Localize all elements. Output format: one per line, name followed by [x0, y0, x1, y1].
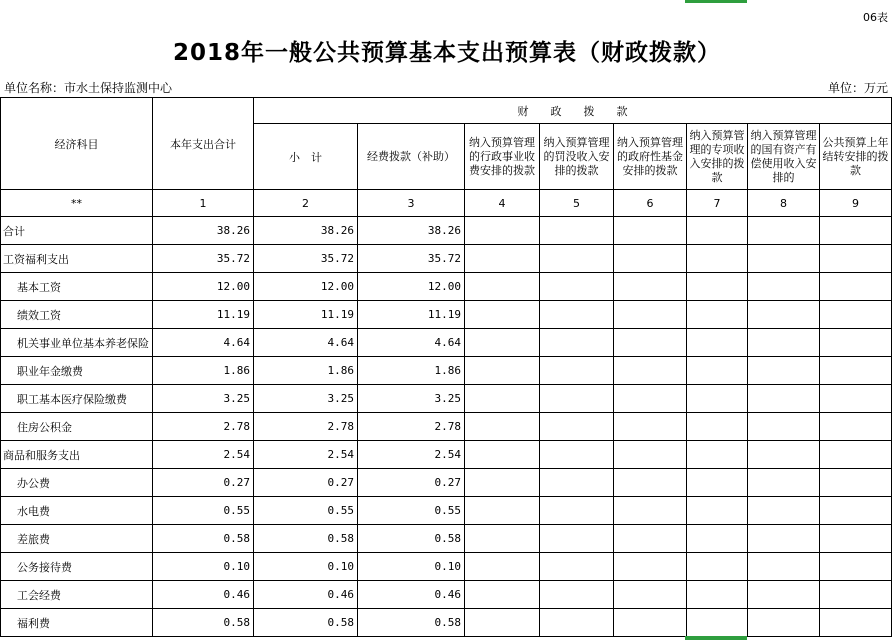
row-total-cell[interactable]: 11.19 [153, 301, 254, 329]
table-row [1, 553, 892, 581]
index-cell[interactable]: 6 [614, 190, 687, 217]
row-funding-cell[interactable]: 12.00 [358, 273, 465, 301]
row-subject-cell[interactable]: 福利费 [1, 609, 153, 637]
row-subject-cell[interactable]: 水电费 [1, 497, 153, 525]
row-empty-cell[interactable] [748, 441, 820, 469]
row-empty-cell[interactable] [614, 273, 687, 301]
header-col-8[interactable]: 纳入预算管理的国有资产有偿使用收入安排的 [748, 124, 820, 190]
header-subtotal[interactable]: 小 计 [254, 124, 358, 190]
row-empty-cell[interactable] [748, 497, 820, 525]
row-empty-cell[interactable] [540, 217, 614, 245]
row-empty-cell[interactable] [614, 245, 687, 273]
row-funding-cell[interactable]: 38.26 [358, 217, 465, 245]
row-empty-cell[interactable] [748, 581, 820, 609]
row-subtotal-cell[interactable]: 35.72 [254, 245, 358, 273]
row-subtotal-cell[interactable]: 1.86 [254, 357, 358, 385]
row-empty-cell[interactable] [540, 581, 614, 609]
row-subject-cell[interactable]: 机关事业单位基本养老保险 [1, 329, 153, 357]
row-empty-cell[interactable] [820, 357, 892, 385]
row-subtotal-cell[interactable]: 3.25 [254, 385, 358, 413]
table-row [1, 385, 892, 413]
row-empty-cell[interactable] [687, 245, 748, 273]
row-subject-cell[interactable]: 工会经费 [1, 581, 153, 609]
row-empty-cell[interactable] [465, 497, 540, 525]
row-empty-cell[interactable] [465, 553, 540, 581]
row-subtotal-cell[interactable]: 12.00 [254, 273, 358, 301]
row-empty-cell[interactable] [820, 609, 892, 637]
row-subject-cell[interactable]: 合计 [1, 217, 153, 245]
row-empty-cell[interactable] [820, 413, 892, 441]
header-funding[interactable]: 经费拨款（补助） [358, 124, 465, 190]
row-subtotal-cell[interactable]: 0.27 [254, 469, 358, 497]
index-cell[interactable]: 7 [687, 190, 748, 217]
index-row [1, 190, 892, 217]
table-row [1, 245, 892, 273]
budget-table [0, 97, 892, 637]
row-empty-cell[interactable] [540, 553, 614, 581]
row-empty-cell[interactable] [687, 301, 748, 329]
row-subtotal-cell[interactable]: 2.78 [254, 413, 358, 441]
row-empty-cell[interactable] [614, 413, 687, 441]
header-fiscal-group[interactable]: 财 政 拨 款 [254, 98, 892, 124]
row-empty-cell[interactable] [687, 525, 748, 553]
row-funding-cell[interactable]: 11.19 [358, 301, 465, 329]
row-empty-cell[interactable] [687, 273, 748, 301]
row-empty-cell[interactable] [614, 217, 687, 245]
row-empty-cell[interactable] [540, 273, 614, 301]
row-empty-cell[interactable] [687, 609, 748, 637]
row-funding-cell[interactable]: 0.58 [358, 525, 465, 553]
form-number: 06表 [863, 11, 888, 24]
row-total-cell[interactable]: 0.46 [153, 581, 254, 609]
row-empty-cell[interactable] [614, 525, 687, 553]
row-empty-cell[interactable] [748, 357, 820, 385]
currency-unit: 单位：万元 [827, 81, 888, 95]
row-empty-cell[interactable] [820, 385, 892, 413]
header-subject[interactable]: 经济科目 [1, 98, 153, 190]
header-col-9[interactable]: 公共预算上年结转安排的拨款 [820, 124, 892, 190]
row-empty-cell[interactable] [540, 245, 614, 273]
row-empty-cell[interactable] [820, 525, 892, 553]
row-empty-cell[interactable] [465, 245, 540, 273]
row-empty-cell[interactable] [687, 441, 748, 469]
row-empty-cell[interactable] [748, 469, 820, 497]
index-cell[interactable]: ** [1, 190, 153, 217]
row-subtotal-cell[interactable]: 0.46 [254, 581, 358, 609]
row-empty-cell[interactable] [614, 385, 687, 413]
row-empty-cell[interactable] [465, 413, 540, 441]
table-row [1, 273, 892, 301]
row-empty-cell[interactable] [540, 609, 614, 637]
row-empty-cell[interactable] [465, 469, 540, 497]
row-subtotal-cell[interactable]: 0.58 [254, 609, 358, 637]
row-empty-cell[interactable] [614, 581, 687, 609]
row-total-cell[interactable]: 35.72 [153, 245, 254, 273]
row-empty-cell[interactable] [540, 497, 614, 525]
row-empty-cell[interactable] [540, 469, 614, 497]
row-total-cell[interactable]: 2.54 [153, 441, 254, 469]
row-total-cell[interactable]: 0.55 [153, 497, 254, 525]
row-funding-cell[interactable]: 2.78 [358, 413, 465, 441]
row-funding-cell[interactable]: 1.86 [358, 357, 465, 385]
row-total-cell[interactable]: 2.78 [153, 413, 254, 441]
row-empty-cell[interactable] [614, 357, 687, 385]
row-empty-cell[interactable] [748, 553, 820, 581]
row-empty-cell[interactable] [820, 273, 892, 301]
index-cell[interactable]: 8 [748, 190, 820, 217]
selected-cell-marker-top [685, 0, 747, 3]
table-row [1, 469, 892, 497]
header-col-4[interactable]: 纳入预算管理的行政事业收费安排的拨款 [465, 124, 540, 190]
index-cell[interactable]: 1 [153, 190, 254, 217]
index-cell[interactable]: 2 [254, 190, 358, 217]
row-empty-cell[interactable] [820, 553, 892, 581]
row-empty-cell[interactable] [687, 217, 748, 245]
row-subject-cell[interactable]: 差旅费 [1, 525, 153, 553]
row-funding-cell[interactable]: 3.25 [358, 385, 465, 413]
row-empty-cell[interactable] [465, 301, 540, 329]
row-funding-cell[interactable]: 0.55 [358, 497, 465, 525]
table-row [1, 329, 892, 357]
row-empty-cell[interactable] [540, 329, 614, 357]
row-empty-cell[interactable] [820, 217, 892, 245]
row-empty-cell[interactable] [748, 245, 820, 273]
row-empty-cell[interactable] [748, 301, 820, 329]
row-funding-cell[interactable]: 0.46 [358, 581, 465, 609]
row-empty-cell[interactable] [687, 385, 748, 413]
row-total-cell[interactable]: 0.58 [153, 609, 254, 637]
row-empty-cell[interactable] [820, 245, 892, 273]
row-empty-cell[interactable] [820, 469, 892, 497]
row-empty-cell[interactable] [465, 329, 540, 357]
row-empty-cell[interactable] [614, 469, 687, 497]
row-empty-cell[interactable] [614, 609, 687, 637]
row-subject-cell[interactable]: 住房公积金 [1, 413, 153, 441]
header-total[interactable]: 本年支出合计 [153, 98, 254, 190]
row-total-cell[interactable]: 0.58 [153, 525, 254, 553]
row-subject-cell[interactable]: 工资福利支出 [1, 245, 153, 273]
row-empty-cell[interactable] [820, 441, 892, 469]
row-funding-cell[interactable]: 35.72 [358, 245, 465, 273]
row-subtotal-cell[interactable]: 0.58 [254, 525, 358, 553]
row-empty-cell[interactable] [748, 413, 820, 441]
row-subject-cell[interactable]: 职业年金缴费 [1, 357, 153, 385]
row-empty-cell[interactable] [748, 329, 820, 357]
row-total-cell[interactable]: 0.10 [153, 553, 254, 581]
table-row [1, 357, 892, 385]
index-cell[interactable]: 5 [540, 190, 614, 217]
row-empty-cell[interactable] [687, 553, 748, 581]
row-funding-cell[interactable]: 4.64 [358, 329, 465, 357]
row-empty-cell[interactable] [465, 609, 540, 637]
row-empty-cell[interactable] [614, 301, 687, 329]
table-row [1, 525, 892, 553]
row-empty-cell[interactable] [465, 581, 540, 609]
header-col-6[interactable]: 纳入预算管理的政府性基金安排的拨款 [614, 124, 687, 190]
row-total-cell[interactable]: 0.27 [153, 469, 254, 497]
row-empty-cell[interactable] [748, 609, 820, 637]
row-empty-cell[interactable] [820, 301, 892, 329]
table-row [1, 609, 892, 637]
row-empty-cell[interactable] [687, 581, 748, 609]
index-cell[interactable]: 9 [820, 190, 892, 217]
row-empty-cell[interactable] [614, 553, 687, 581]
row-empty-cell[interactable] [540, 441, 614, 469]
row-subject-cell[interactable]: 商品和服务支出 [1, 441, 153, 469]
row-empty-cell[interactable] [687, 469, 748, 497]
index-cell[interactable]: 4 [465, 190, 540, 217]
row-empty-cell[interactable] [465, 357, 540, 385]
row-empty-cell[interactable] [465, 385, 540, 413]
row-empty-cell[interactable] [820, 329, 892, 357]
row-total-cell[interactable]: 1.86 [153, 357, 254, 385]
row-subject-cell[interactable]: 公务接待费 [1, 553, 153, 581]
selected-cell-marker-bottom [685, 636, 747, 640]
row-empty-cell[interactable] [540, 413, 614, 441]
row-subtotal-cell[interactable]: 11.19 [254, 301, 358, 329]
row-subject-cell[interactable]: 职工基本医疗保险缴费 [1, 385, 153, 413]
row-empty-cell[interactable] [820, 581, 892, 609]
row-subtotal-cell[interactable]: 4.64 [254, 329, 358, 357]
row-empty-cell[interactable] [687, 329, 748, 357]
row-empty-cell[interactable] [614, 441, 687, 469]
row-empty-cell[interactable] [465, 441, 540, 469]
row-empty-cell[interactable] [465, 525, 540, 553]
header-col-7[interactable]: 纳入预算管理的专项收入安排的拨款 [687, 124, 748, 190]
row-empty-cell[interactable] [748, 217, 820, 245]
unit-name: 单位名称：市水土保持监测中心 [4, 81, 173, 95]
row-funding-cell[interactable]: 0.10 [358, 553, 465, 581]
table-row [1, 413, 892, 441]
row-subtotal-cell[interactable]: 2.54 [254, 441, 358, 469]
row-subject-cell[interactable]: 绩效工资 [1, 301, 153, 329]
row-funding-cell[interactable]: 2.54 [358, 441, 465, 469]
header-col-5[interactable]: 纳入预算管理的罚没收入安排的拨款 [540, 124, 614, 190]
row-total-cell[interactable]: 4.64 [153, 329, 254, 357]
table-row [1, 301, 892, 329]
row-total-cell[interactable]: 12.00 [153, 273, 254, 301]
row-empty-cell[interactable] [540, 385, 614, 413]
row-empty-cell[interactable] [820, 497, 892, 525]
row-subject-cell[interactable]: 基本工资 [1, 273, 153, 301]
row-funding-cell[interactable]: 0.27 [358, 469, 465, 497]
row-empty-cell[interactable] [614, 329, 687, 357]
row-empty-cell[interactable] [465, 217, 540, 245]
row-total-cell[interactable]: 38.26 [153, 217, 254, 245]
row-empty-cell[interactable] [748, 273, 820, 301]
index-cell[interactable]: 3 [358, 190, 465, 217]
row-empty-cell[interactable] [540, 301, 614, 329]
row-funding-cell[interactable]: 0.58 [358, 609, 465, 637]
table-row [1, 581, 892, 609]
row-empty-cell[interactable] [687, 413, 748, 441]
table-row [1, 441, 892, 469]
row-total-cell[interactable]: 3.25 [153, 385, 254, 413]
row-empty-cell[interactable] [687, 357, 748, 385]
row-empty-cell[interactable] [540, 357, 614, 385]
row-empty-cell[interactable] [614, 497, 687, 525]
row-empty-cell[interactable] [465, 273, 540, 301]
table-row [1, 217, 892, 245]
row-subtotal-cell[interactable]: 0.10 [254, 553, 358, 581]
row-subtotal-cell[interactable]: 0.55 [254, 497, 358, 525]
row-empty-cell[interactable] [540, 525, 614, 553]
row-subtotal-cell[interactable]: 38.26 [254, 217, 358, 245]
page-title: 2018年一般公共预算基本支出预算表（财政拨款） [172, 40, 721, 66]
table-row [1, 497, 892, 525]
row-empty-cell[interactable] [748, 525, 820, 553]
row-subject-cell[interactable]: 办公费 [1, 469, 153, 497]
row-empty-cell[interactable] [748, 385, 820, 413]
row-empty-cell[interactable] [687, 497, 748, 525]
